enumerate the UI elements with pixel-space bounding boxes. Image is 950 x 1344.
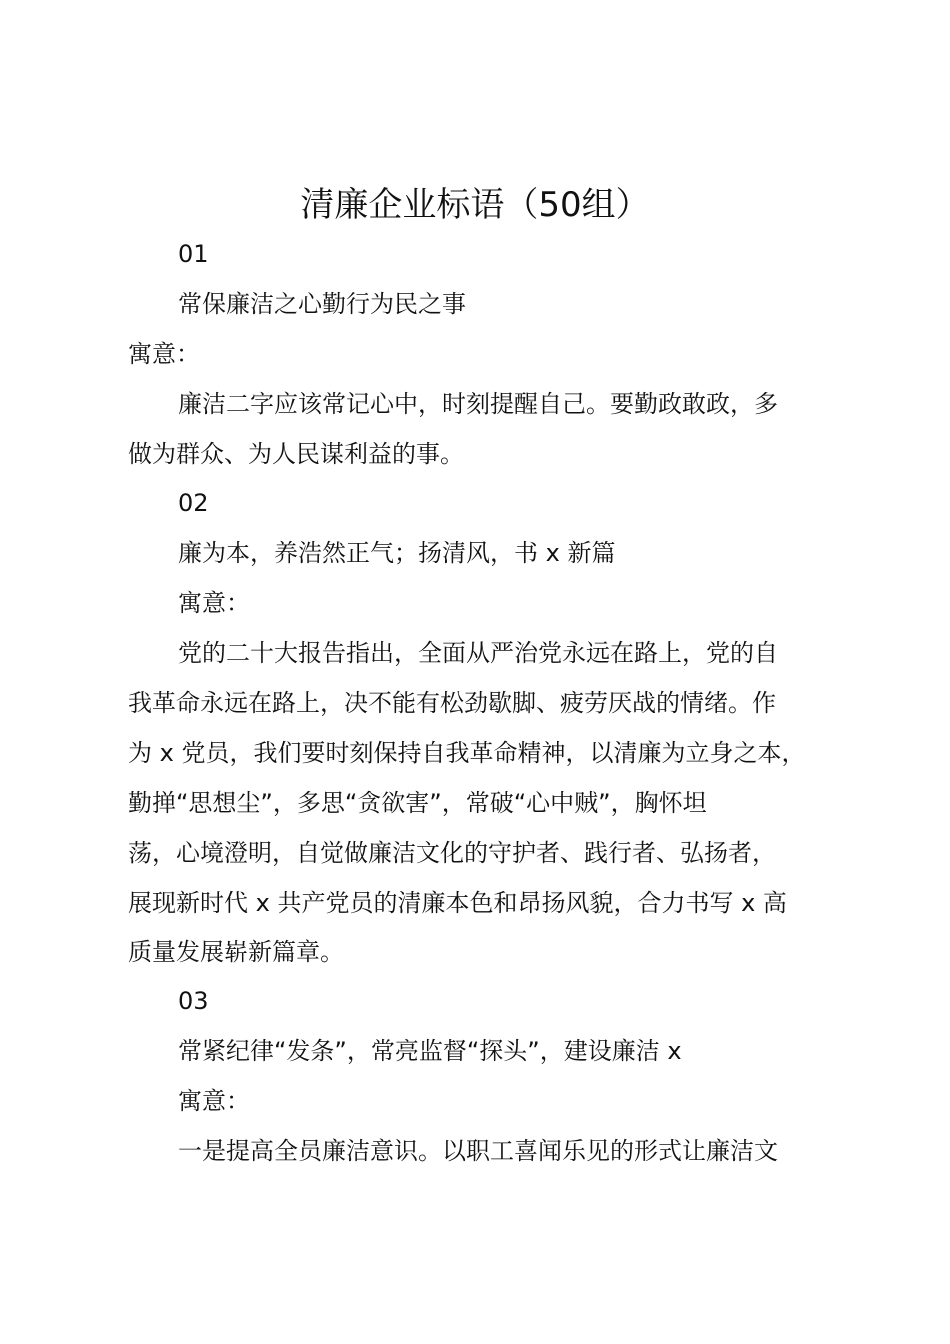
meaning-text-01-line-2: 做为群众、为人民谋利益的事。 [128,440,464,468]
meaning-text-02-line-2: 我革命永远在路上，决不能有松劲歇脚、疲劳厌战的情绪。作 [128,689,776,717]
meaning-label-02: 寓意： [178,589,250,617]
meaning-text-02-line-4: 勤掸“思想尘”，多思“贪欲害”，常破“心中贼”，胸怀坦 [128,789,707,817]
meaning-text-02-line-5: 荡，心境澄明，自觉做廉洁文化的守护者、践行者、弘扬者， [128,839,776,867]
document-title: 清廉企业标语（50组） [300,185,650,225]
meaning-text-02-line-3: 为 x 党员，我们要时刻保持自我革命精神，以清廉为立身之本， [128,739,806,767]
meaning-text-02-line-7: 质量发展崭新篇章。 [128,938,344,966]
meaning-text-03-line-1: 一是提高全员廉洁意识。以职工喜闻乐见的形式让廉洁文 [178,1137,778,1165]
meaning-text-02-line-6: 展现新时代 x 共产党员的清廉本色和昂扬风貌，合力书写 x 高 [128,889,787,917]
section-number-01: 01 [178,240,209,268]
slogan-02: 廉为本，养浩然正气；扬清风，书 x 新篇 [178,539,616,567]
slogan-01: 常保廉洁之心勤行为民之事 [178,290,466,318]
meaning-text-02-line-1: 党的二十大报告指出，全面从严治党永远在路上，党的自 [178,639,778,667]
meaning-text-01-line-1: 廉洁二字应该常记心中，时刻提醒自己。要勤政敢政，多 [178,390,778,418]
section-number-02: 02 [178,489,209,517]
meaning-label-01: 寓意： [128,340,200,368]
meaning-label-03: 寓意： [178,1087,250,1115]
section-number-03: 03 [178,987,209,1015]
slogan-03: 常紧纪律“发条”，常亮监督“探头”，建设廉洁 x [178,1037,682,1065]
